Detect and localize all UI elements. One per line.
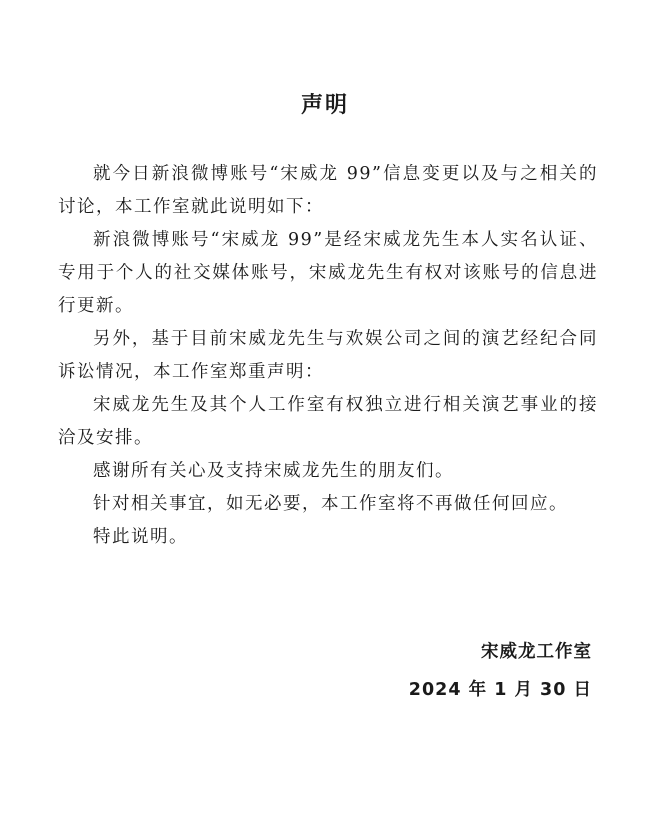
document-title: 声明 [300, 93, 349, 118]
signature-date: 2024 年 1 月 30 日 [408, 680, 592, 700]
signature-organization: 宋威龙工作室 [481, 642, 592, 662]
document-body [58, 158, 598, 554]
signature-block [409, 633, 592, 709]
paragraph-no-response: 针对相关事宜，如无必要，本工作室将不再做任何回应。 [93, 494, 568, 514]
paragraph-account: 新浪微博账号“宋威龙 99”是经宋威龙先生本人实名认证、专用于个人的社交媒体账号，宋威龙先生有权对该账号的信息进行更新。 [58, 230, 598, 316]
paragraph-intro: 就今日新浪微博账号“宋威龙 99”信息变更以及与之相关的讨论，本工作室就此说明如下： [58, 164, 598, 217]
paragraph-thanks: 感谢所有关心及支持宋威龙先生的朋友们。 [93, 461, 454, 481]
paragraph-lawsuit: 另外，基于目前宋威龙先生与欢娱公司之间的演艺经纪合同诉讼情况，本工作室郑重声明： [58, 329, 598, 382]
paragraph-rights: 宋威龙先生及其个人工作室有权独立进行相关演艺事业的接洽及安排。 [58, 395, 598, 448]
paragraph-closing: 特此说明。 [93, 527, 188, 547]
